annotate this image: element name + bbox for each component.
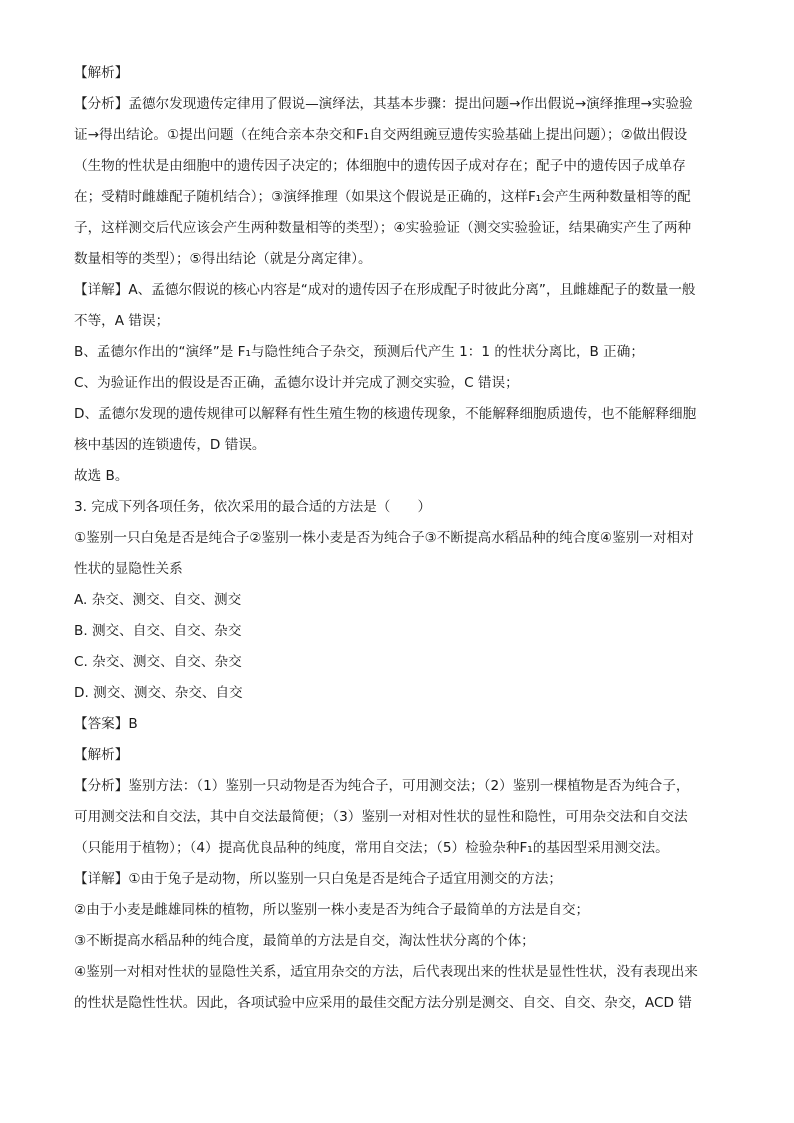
option-d: D. 测交、测交、杂交、自交 (74, 685, 243, 701)
option-c: C. 杂交、测交、自交、杂交 (74, 654, 242, 670)
text-line: 的性状是隐性性状。因此，各项试验中应采用的最佳交配方法分别是测交、自交、自交、杂交，ACD 错 (74, 995, 692, 1011)
text-line: （生物的性状是由细胞中的遗传因子决定的；体细胞中的遗传因子成对存在；配子中的遗传因子成单存 (74, 158, 686, 174)
text-line: 性状的显隐性关系 (74, 561, 183, 577)
text-line: 不等，A 错误； (74, 313, 170, 329)
text-line: 核中基因的连锁遗传，D 错误。 (74, 437, 266, 453)
text-line: 子，这样测交后代应该会产生两种数量相等的类型）；④实验验证（测交实验验证，结果确实产生了两种 (74, 220, 692, 236)
text-line: D、孟德尔发现的遗传规律可以解释有性生殖生物的核遗传现象，不能解释细胞质遗传，也不能解释细胞 (74, 406, 697, 422)
text-line: 在；受精时雌雄配子随机结合）；③演绎推理（如果这个假说是正确的，这样F₁会产生两种数量相等的配 (74, 189, 691, 205)
text-line: 数量相等的类型）；⑤得出结论（就是分离定律）。 (74, 251, 372, 267)
text-line: 【解析】 (74, 65, 129, 81)
text-line: 故选 B。 (74, 468, 129, 484)
text-line: 【解析】 (74, 747, 129, 763)
text-line: 【分析】孟德尔发现遗传定律用了假说—演绎法，其基本步骤：提出问题→作出假说→演绎推理→实验验 (74, 96, 693, 112)
text-line: ①鉴别一只白兔是否是纯合子②鉴别一株小麦是否为纯合子③不断提高水稻品种的纯合度④鉴别一对相对 (74, 530, 694, 546)
option-b: B. 测交、自交、自交、杂交 (74, 623, 242, 639)
option-a: A. 杂交、测交、自交、测交 (74, 592, 242, 608)
text-line: ④鉴别一对相对性状的显隐性关系，适宜用杂交的方法，后代表现出来的性状是显性性状，没有表现出来 (74, 964, 698, 980)
text-line: 【分析】鉴别方法：（1）鉴别一只动物是否为纯合子，可用测交法；（2）鉴别一棵植物是否为纯合子， (74, 778, 690, 794)
text-line: 【详解】①由于兔子是动物，所以鉴别一只白兔是否是纯合子适宜用测交的方法； (74, 871, 562, 887)
question-stem: 3. 完成下列各项任务，依次采用的最合适的方法是（ ） (74, 499, 432, 515)
text-line: 证→得出结论。①提出问题（在纯合亲本杂交和F₁自交两组豌豆遗传实验基础上提出问题）；②做出假设 (74, 127, 688, 143)
text-line: ③不断提高水稻品种的纯合度，最简单的方法是自交，淘汰性状分离的个体； (74, 933, 535, 949)
text-line: C、为验证作出的假设是否正确，孟德尔设计并完成了测交实验，C 错误； (74, 375, 519, 391)
answer-line: 【答案】B (74, 716, 138, 732)
document-body (74, 58, 722, 1019)
text-line: 【详解】A、孟德尔假说的核心内容是“成对的遗传因子在形成配子时彼此分离”，且雌雄配子的数量一般 (74, 282, 696, 298)
text-line: （只能用于植物）；（4）提高优良品种的纯度，常用自交法；（5）检验杂种F₁的基因型采用测交法。 (74, 840, 669, 856)
text-line: B、孟德尔作出的“演绎”是 F₁与隐性纯合子杂交，预测后代产生 1：1 的性状分离比，B 正确； (74, 344, 644, 360)
text-line: ②由于小麦是雌雄同株的植物，所以鉴别一株小麦是否为纯合子最简单的方法是自交； (74, 902, 590, 918)
text-line: 可用测交法和自交法，其中自交法最简便；（3）鉴别一对相对性状的显性和隐性，可用杂交法和自交法 (74, 809, 688, 825)
